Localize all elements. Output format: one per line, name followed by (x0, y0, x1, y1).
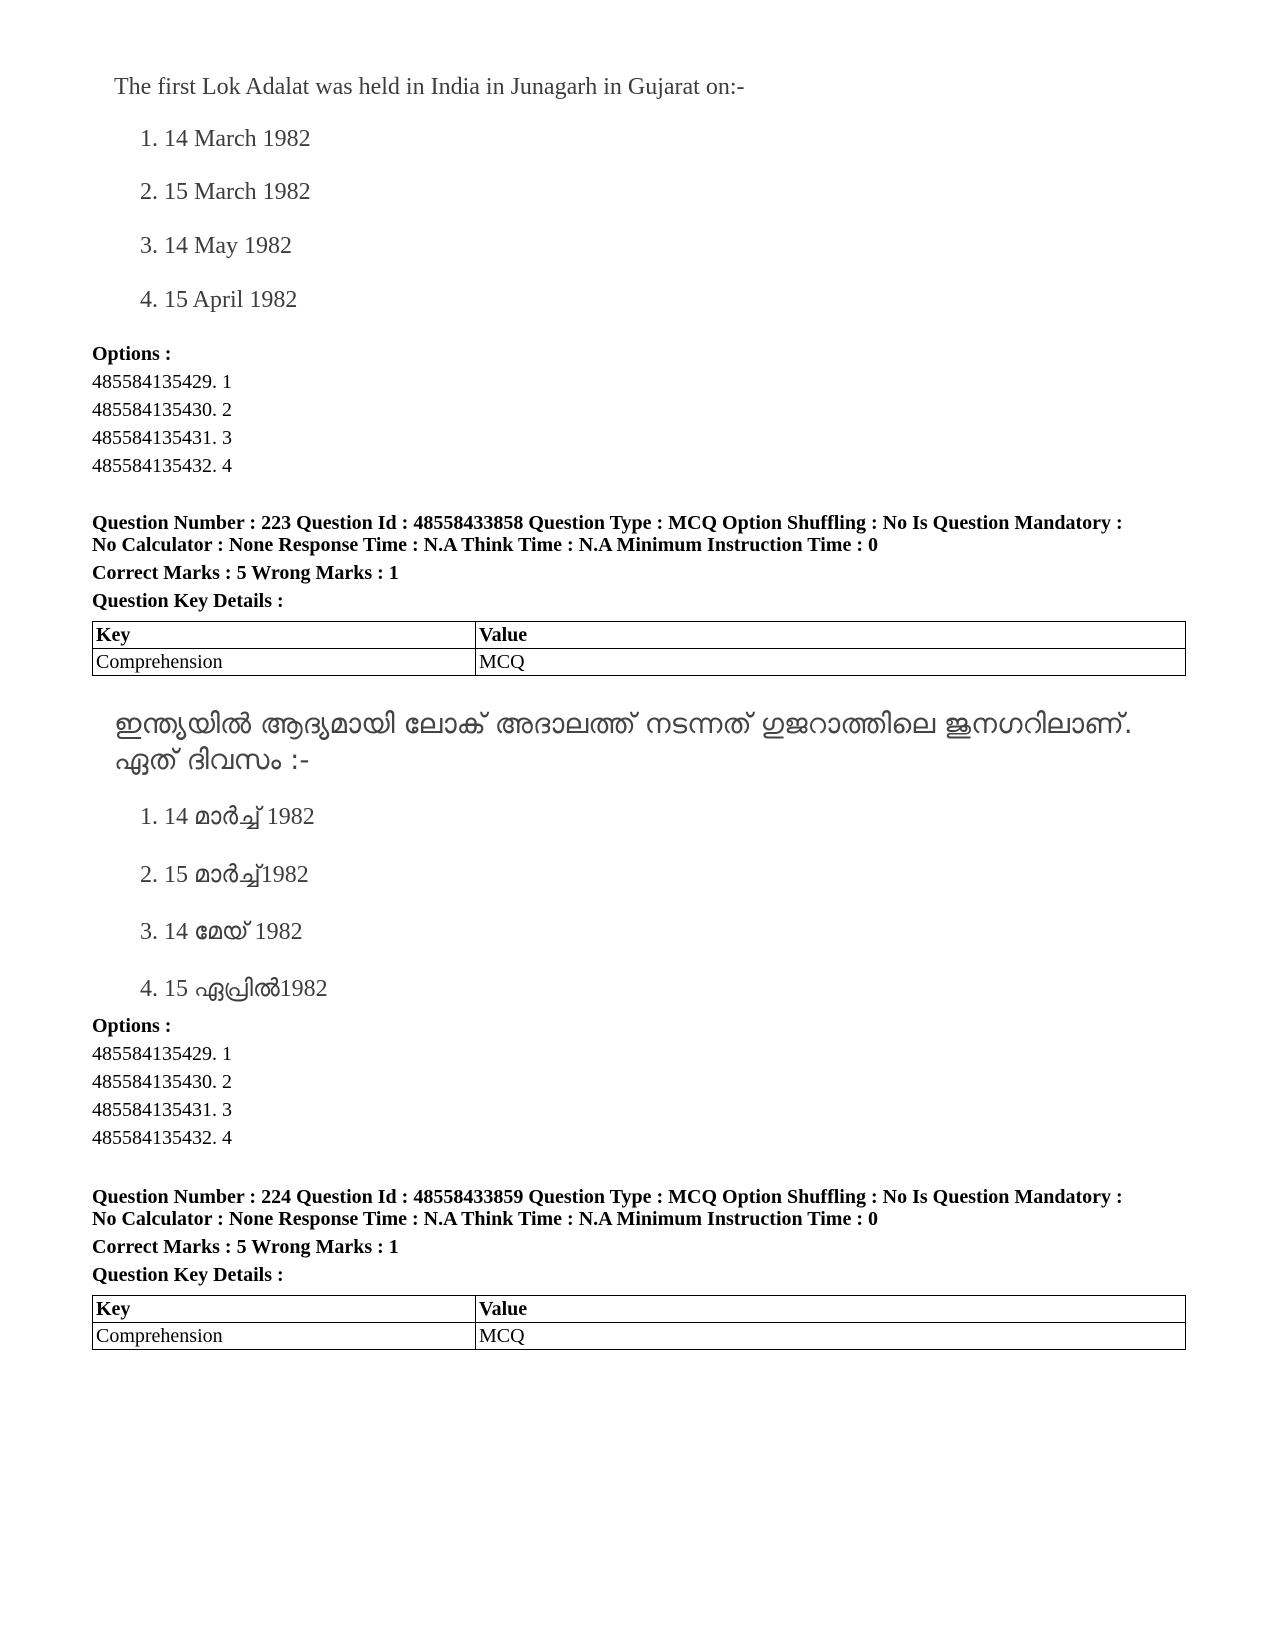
question-meta-line: No Calculator : None Response Time : N.A Think Time : N.A Minimum Instruction Time : 0 (92, 534, 878, 556)
table-header-value: Value (476, 1296, 1186, 1323)
question-stem: ഇന്ത്യയിൽ ആദ്യമായി ലോക് അദാലത്ത് നടന്നത് ഗുജറാത്തിലെ ജുനഗറിലാണ്. ഏത് ദിവസം :- (114, 707, 1133, 776)
options-title: Options : (92, 343, 172, 365)
question-image-english (90, 70, 790, 330)
question-stem: The first Lok Adalat was held in India in Junagarh in Gujarat on:- (114, 74, 745, 100)
table-row (93, 1323, 1186, 1350)
options-list (92, 340, 232, 480)
option-item: 485584135429. 1 (92, 1043, 232, 1065)
option-item: 485584135431. 3 (92, 1099, 232, 1121)
question-meta (92, 1186, 1182, 1286)
question-meta-line: Question Number : 224 Question Id : 48558433859 Question Type : MCQ Option Shuffling : No Is Question Mandatory : (92, 1186, 1123, 1208)
table-cell-key: Comprehension (93, 1323, 476, 1350)
table-header-key: Key (93, 622, 476, 649)
option-item: 485584135429. 1 (92, 371, 232, 393)
option-item: 485584135432. 4 (92, 1127, 232, 1149)
answer-choice: 4. 15 ഏപ്രിൽ1982 (140, 976, 328, 1002)
key-details-label: Question Key Details : (92, 1264, 284, 1286)
table-row (93, 649, 1186, 676)
answer-choice: 1. 14 March 1982 (140, 126, 311, 152)
question-meta-line: Question Number : 223 Question Id : 48558433858 Question Type : MCQ Option Shuffling : No Is Question Mandatory : (92, 512, 1123, 534)
table-header-row (93, 1296, 1186, 1323)
option-item: 485584135431. 3 (92, 427, 232, 449)
options-list (92, 1012, 232, 1152)
answer-choice: 3. 14 May 1982 (140, 233, 292, 259)
key-details-table (92, 1295, 1186, 1350)
table-cell-value: MCQ (476, 649, 1186, 676)
marks-line: Correct Marks : 5 Wrong Marks : 1 (92, 562, 399, 584)
option-item: 485584135430. 2 (92, 1071, 232, 1093)
table-cell-key: Comprehension (93, 649, 476, 676)
answer-choice: 2. 15 March 1982 (140, 179, 311, 205)
table-header-value: Value (476, 622, 1186, 649)
table-header-row (93, 622, 1186, 649)
question-meta (92, 512, 1182, 612)
key-details-table (92, 621, 1186, 676)
answer-choice: 1. 14 മാർച്ച് 1982 (140, 804, 315, 830)
table-header-key: Key (93, 1296, 476, 1323)
option-item: 485584135432. 4 (92, 455, 232, 477)
option-item: 485584135430. 2 (92, 399, 232, 421)
key-details-label: Question Key Details : (92, 590, 284, 612)
question-image-malayalam (90, 706, 1133, 1006)
marks-line: Correct Marks : 5 Wrong Marks : 1 (92, 1236, 399, 1258)
answer-choice: 3. 14 മേയ് 1982 (140, 919, 303, 945)
answer-choice: 4. 15 April 1982 (140, 287, 298, 313)
options-title: Options : (92, 1015, 172, 1037)
table-cell-value: MCQ (476, 1323, 1186, 1350)
question-meta-line: No Calculator : None Response Time : N.A Think Time : N.A Minimum Instruction Time : 0 (92, 1208, 878, 1230)
answer-choice: 2. 15 മാർച്ച്1982 (140, 862, 309, 888)
